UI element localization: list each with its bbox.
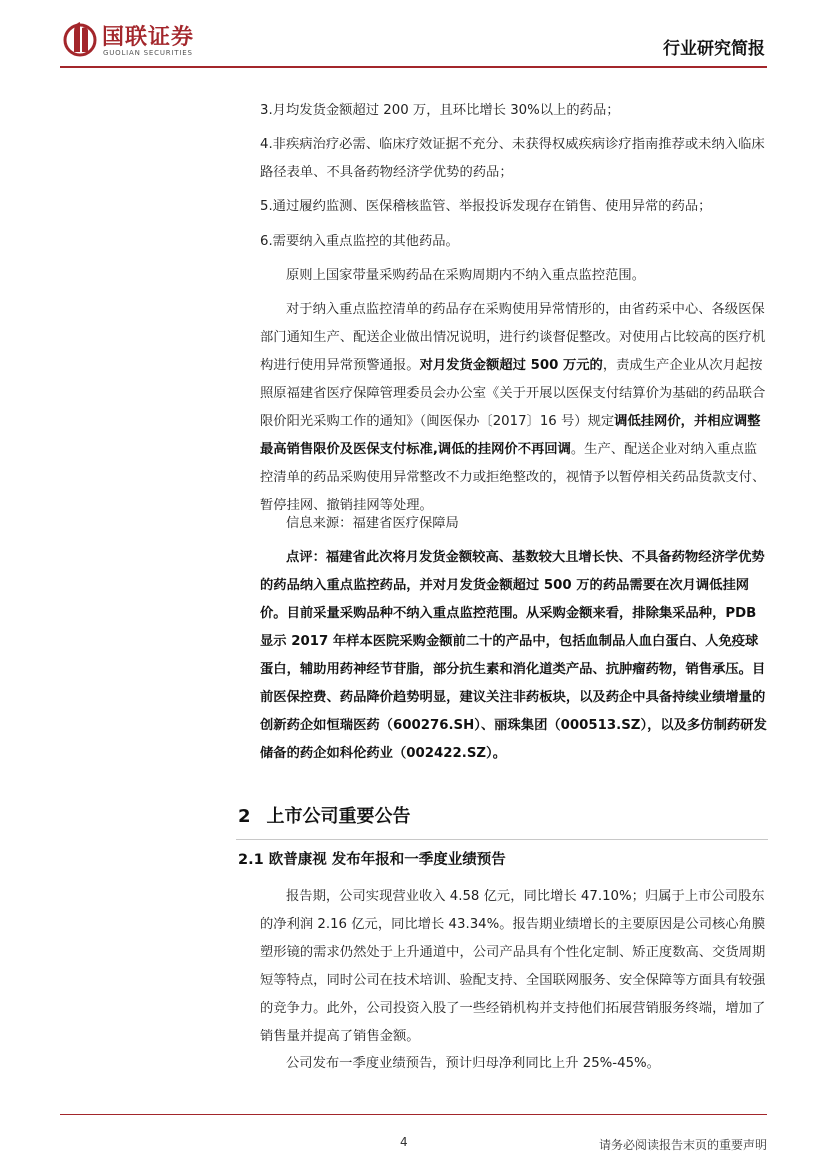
source-note: 信息来源：福建省医疗保障局 <box>286 516 459 531</box>
subsection-number: 2.1 <box>238 852 264 868</box>
forecast-paragraph: 公司发布一季度业绩预告，预计归母净利同比上升 25%-45%。 <box>286 1056 660 1071</box>
guolian-logo <box>62 18 222 62</box>
section-number: 2 <box>238 806 251 827</box>
header-divider <box>60 66 767 68</box>
comment-paragraph: 点评：福建省此次将月发货金额较高、基数较大且增长快、不具备药物经济学优势的药品纳入重点监控药品，并对月发货金额超过 500 万的药品需要在次月调低挂网价。目前采量采购品种不纳入重点监控范围。从采购金额来看，排除集采品种，PDB 显示 2017 年样本医院采购金额前二十的产品中，包括血制品人血白蛋白、人免疫球蛋白，辅助用药神经节苷脂，部分抗生素和消化道类产品、抗肿瘤药物，销售承压。目前医保控费、药品降价趋势明显，建议关注非药板块，以及药企中具备持续业绩增量的创新药企如恒瑞医药（600276.SH）、丽珠集团（000513.SZ），以及多仿制药研发储备的药企如科伦药业（002422.SZ）。 <box>260 550 767 761</box>
policy-text-2: ，责成生产企业从次月起按照原福建省医疗保障管理委员会办公室《关于开展以医保支付结算价为基础的药品联合限价阳光采购工作的通知》（闽医保办〔2017〕16 号）规定 <box>260 358 766 429</box>
annual-report-paragraph: 报告期，公司实现营业收入 4.58 亿元，同比增长 47.10%；归属于上市公司股东的净利润 2.16 亿元，同比增长 43.34%。报告期业绩增长的主要原因是公司核心角膜塑形镜的需求仍然处于上升通道中，公司产品具有个性化定制、矫正度数高、交货周期短等特点，同时公司在技术培训、验配支持、全国联网服务、安全保障等方面具有较强的竞争力。此外，公司投资入股了一些经销机构并支持他们拓展营销服务终端，增加了销售量并提高了销售金额。 <box>260 889 766 1044</box>
list-item: 3.月均发货金额超过 200 万，且环比增长 30%以上的药品； <box>260 103 620 118</box>
subsection-title: 欧普康视 发布年报和一季度业绩预告 <box>268 852 506 868</box>
page-header <box>0 0 827 80</box>
logo-text-cn: 国联证券 <box>102 25 195 50</box>
report-type-label: 行业研究简报 <box>663 39 765 59</box>
logo-text-en: GUOLIAN SECURITIES <box>103 49 193 57</box>
policy-bold-1: 对月发货金额超过 500 万元的 <box>419 358 603 373</box>
list-item: 6.需要纳入重点监控的其他药品。 <box>260 234 459 249</box>
footer-divider <box>60 1114 767 1115</box>
section-title: 上市公司重要公告 <box>266 806 411 827</box>
policy-text-1: 对于纳入重点监控清单的药品存在采购使用异常情形的，由省药采中心、各级医保部门通知生产、配送企业做出情况说明，进行约谈督促整改。对使用占比较高的医疗机构进行使用异常预警通报。 <box>260 302 766 373</box>
footer-disclaimer: 请务必阅读报告末页的重要声明 <box>598 1138 767 1152</box>
policy-paragraph <box>260 296 768 520</box>
policy-text-3: 。生产、配送企业对纳入重点监控清单的药品采购使用异常整改不力或拒绝整改的，视情予以暂停相关药品货款支付、暂停挂网、撤销挂网等处理。 <box>260 442 766 513</box>
list-item: 5.通过履约监测、医保稽核监管、举报投诉发现存在销售、使用异常的药品； <box>260 199 712 214</box>
section-divider <box>236 839 768 840</box>
page-number: 4 <box>400 1135 408 1149</box>
guolian-logo-icon <box>62 18 98 58</box>
list-item: 4.非疾病治疗必需、临床疗效证据不充分、未获得权威疾病诊疗指南推荐或未纳入临床路径表单、不具备药物经济学优势的药品； <box>260 137 765 180</box>
section-heading <box>238 802 411 828</box>
subsection-heading <box>238 848 506 869</box>
principle-paragraph: 原则上国家带量采购药品在采购周期内不纳入重点监控范围。 <box>286 268 646 283</box>
policy-bold-2: 调低挂网价，并相应调整最高销售限价及医保支付标准,调低的挂网价不再回调 <box>260 414 761 457</box>
